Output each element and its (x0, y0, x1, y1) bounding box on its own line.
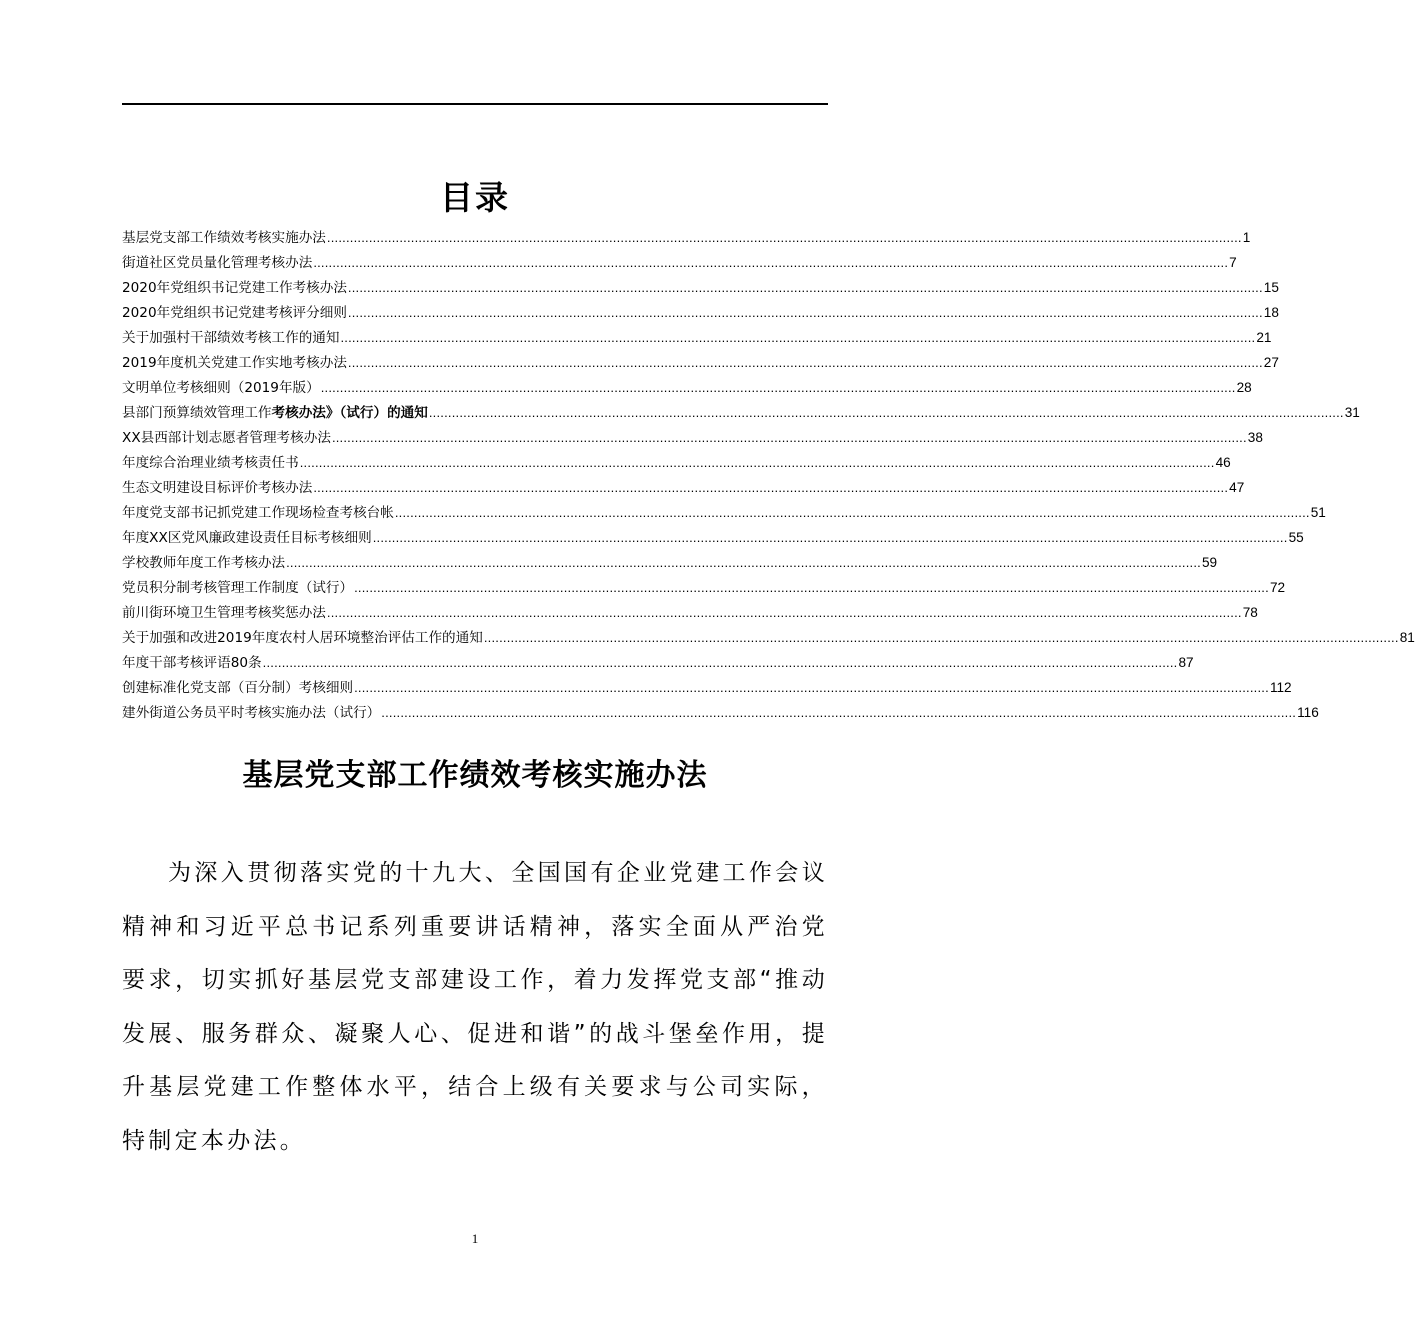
toc-entry-page: 15 (1263, 280, 1279, 295)
toc-entry-title-text: 2019年度机关党建工作实地考核办法 (122, 355, 347, 371)
toc-entry[interactable] (122, 328, 1272, 353)
toc-leader-dots: ................................................................................................................................................................................................................................................ (428, 405, 1344, 420)
toc-entry[interactable] (122, 553, 1218, 578)
toc-leader-dots: ................................................................................................................................................................................................................................................ (340, 330, 1256, 345)
toc-entry-title (122, 503, 394, 523)
toc-entry-title-text: 基层党支部工作绩效考核实施办法 (122, 230, 326, 246)
toc-entry[interactable] (122, 253, 1237, 278)
toc-entry-title (122, 528, 372, 548)
toc-entry[interactable] (122, 503, 1326, 528)
toc-entry[interactable] (122, 653, 1194, 678)
toc-entry-title-text: 2020年党组织书记党建考核评分细则 (122, 305, 347, 321)
toc-leader-dots: ................................................................................................................................................................................................................................................ (326, 230, 1242, 245)
toc-leader-dots: ................................................................................................................................................................................................................................................ (313, 255, 1229, 270)
toc-leader-dots: ................................................................................................................................................................................................................................................ (372, 530, 1288, 545)
toc-entry-title (122, 228, 326, 248)
toc-entry-title (122, 328, 340, 348)
toc-title: 目录 (440, 178, 510, 217)
toc-entry-title-text: 创建标准化党支部（百分制）考核细则 (122, 680, 354, 696)
toc-entry[interactable] (122, 703, 1319, 728)
toc-entry-title (122, 278, 347, 298)
toc-entry-page: 18 (1263, 305, 1279, 320)
toc-leader-dots: ................................................................................................................................................................................................................................................ (262, 655, 1178, 670)
toc-entry-title (122, 678, 353, 698)
toc-entry[interactable] (122, 303, 1279, 328)
header-rule (122, 103, 828, 105)
document-title: 基层党支部工作绩效考核实施办法 (242, 758, 708, 793)
toc-entry-page: 47 (1229, 480, 1245, 495)
toc-entry-title-text: 生态文明建设目标评价考核办法 (122, 480, 313, 496)
toc-entry-title-text: 县部门预算绩效管理工作 (122, 405, 272, 421)
toc-entry-title (122, 253, 312, 273)
toc-entry-title-text: 关于加强村干部绩效考核工作的通知 (122, 330, 340, 346)
toc-entry-page: 31 (1344, 405, 1360, 420)
toc-entry-page: 59 (1201, 555, 1218, 570)
toc-entry-title (122, 703, 380, 723)
toc-entry-title-text: 党员积分制考核管理工作制度（试行） (122, 580, 354, 596)
toc-entry-title (122, 578, 353, 598)
toc-entry-title-text: 年度党支部书记抓党建工作现场检查考核台帐 (122, 505, 394, 521)
toc-entry-page: 1 (1242, 230, 1251, 245)
toc-leader-dots: ................................................................................................................................................................................................................................................ (354, 580, 1269, 595)
toc-entry-title-text: 前川街环境卫生管理考核奖惩办法 (122, 605, 326, 621)
toc-leader-dots: ................................................................................................................................................................................................................................................ (483, 630, 1399, 645)
toc-entry-title (122, 478, 312, 498)
toc-leader-dots: ................................................................................................................................................................................................................................................ (381, 705, 1297, 720)
toc-leader-dots: ................................................................................................................................................................................................................................................ (347, 305, 1263, 320)
toc-leader-dots: ................................................................................................................................................................................................................................................ (320, 380, 1236, 395)
toc-entry[interactable] (122, 453, 1231, 478)
toc-entry[interactable] (122, 478, 1245, 503)
toc-entry-page: 28 (1236, 380, 1252, 395)
toc-entry-page: 27 (1263, 355, 1279, 370)
toc-entry-page: 72 (1269, 580, 1286, 595)
toc-entry[interactable] (122, 428, 1263, 453)
toc-leader-dots: ................................................................................................................................................................................................................................................ (286, 555, 1201, 570)
toc-entry-page: 38 (1247, 430, 1263, 445)
toc-entry-page: 112 (1269, 680, 1292, 695)
toc-leader-dots: ................................................................................................................................................................................................................................................ (347, 280, 1263, 295)
toc-leader-dots: ................................................................................................................................................................................................................................................ (331, 430, 1247, 445)
toc-entry-title (122, 653, 262, 673)
toc-entry-title-text: 建外街道公务员平时考核实施办法（试行） (122, 705, 381, 721)
toc-entry-title-bold: 考核办法》（试行）的通知 (271, 405, 428, 421)
toc-leader-dots: ................................................................................................................................................................................................................................................ (313, 480, 1229, 495)
toc-entry-title (122, 428, 331, 448)
toc-entry[interactable] (122, 603, 1258, 628)
toc-entry-title-text: 学校教师年度工作考核办法 (122, 555, 286, 571)
toc-entry[interactable] (122, 403, 1360, 428)
toc-entry-page: 116 (1297, 705, 1319, 720)
toc-entry[interactable] (122, 353, 1279, 378)
toc-entry[interactable] (122, 528, 1304, 553)
toc-entry-title-text: 年度XX区党风廉政建设责任目标考核细则 (122, 530, 372, 546)
toc-entry-page: 7 (1229, 255, 1237, 270)
toc-entry[interactable] (122, 628, 1415, 653)
toc-entry-title (122, 453, 299, 473)
toc-entry-title (122, 603, 326, 623)
toc-entry-title (122, 628, 483, 648)
toc-leader-dots: ................................................................................................................................................................................................................................................ (394, 505, 1310, 520)
toc-entry[interactable] (122, 278, 1279, 303)
toc-entry-page: 78 (1242, 605, 1258, 620)
toc-entry[interactable] (122, 378, 1252, 403)
toc-entry-page: 87 (1178, 655, 1194, 670)
toc-entry-title (122, 378, 320, 398)
toc-entry-page: 81 (1399, 630, 1415, 645)
body-paragraph: 为深入贯彻落实党的十九大、全国国有企业党建工作会议精神和习近平总书记系列重要讲话精神，落实全面从严治党要求，切实抓好基层党支部建设工作，着力发挥党支部“推动发展、服务群众、凝聚人心、促进和谐”的战斗堡垒作用，提升基层党建工作整体水平，结合上级有关要求与公司实际，特制定本办法。 (122, 860, 828, 1154)
toc-leader-dots: ................................................................................................................................................................................................................................................ (354, 680, 1269, 695)
toc-leader-dots: ................................................................................................................................................................................................................................................ (347, 355, 1263, 370)
toc-entry-title (122, 353, 347, 373)
toc-entry-title (122, 553, 285, 573)
table-of-contents (122, 228, 1415, 728)
toc-entry-title-text: 年度综合治理业绩考核责任书 (122, 455, 299, 471)
toc-leader-dots: ................................................................................................................................................................................................................................................ (326, 605, 1242, 620)
page-number: 1 (471, 1231, 479, 1246)
toc-entry-page: 51 (1310, 505, 1326, 520)
toc-entry-page: 46 (1215, 455, 1231, 470)
toc-entry-title-text: XX县西部计划志愿者管理考核办法 (122, 430, 331, 446)
toc-entry-page: 21 (1256, 330, 1272, 345)
toc-leader-dots: ................................................................................................................................................................................................................................................ (299, 455, 1215, 470)
toc-entry[interactable] (122, 678, 1292, 703)
toc-entry-title (122, 403, 428, 423)
toc-entry-title-text: 年度干部考核评语80条 (122, 655, 262, 671)
toc-entry-title (122, 303, 347, 323)
toc-entry-title-text: 2020年党组织书记党建工作考核办法 (122, 280, 347, 296)
toc-entry-page: 55 (1288, 530, 1304, 545)
toc-entry-title-text: 关于加强和改进2019年度农村人居环境整治评估工作的通知 (122, 630, 483, 646)
toc-entry-title-text: 街道社区党员量化管理考核办法 (122, 255, 313, 271)
toc-entry[interactable] (122, 228, 1251, 253)
toc-entry-title-text: 文明单位考核细则（2019年版） (122, 380, 320, 396)
toc-entry[interactable] (122, 578, 1286, 603)
